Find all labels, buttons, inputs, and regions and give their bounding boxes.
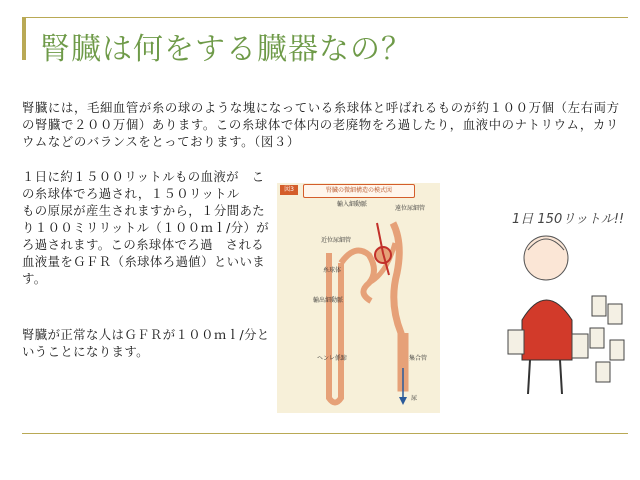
- title-accent-bar: [22, 18, 26, 60]
- cartoon-caption: 1日 150リットル!!: [512, 212, 625, 227]
- urine-arrowhead: [399, 397, 407, 405]
- label-juxta: 近位尿細管: [321, 237, 352, 244]
- label-afferent: 輸入細動脈: [337, 201, 368, 208]
- label-distal: 遠位尿細管: [395, 205, 426, 212]
- label-urine: 尿: [411, 395, 418, 402]
- nephron-illustration: [277, 183, 440, 413]
- label-glomerulus: 糸球体: [323, 267, 342, 274]
- nephron-figure: [277, 183, 440, 413]
- label-efferent: 輸出細動脈: [313, 297, 344, 304]
- gfr-normal-paragraph: 腎臓が正常な人はＧＦＲが１００ｍｌ/分ということになります。: [22, 327, 270, 359]
- slide-title: 腎臓は何をする臓器なの？: [40, 32, 412, 67]
- top-rule: [22, 17, 628, 18]
- doctor-cartoon: [500, 200, 632, 400]
- figure-title: 腎臓の微細構造の模式図: [303, 184, 415, 198]
- label-henle: ヘンレ係蹄: [317, 355, 347, 362]
- bottom-rule: [22, 433, 628, 434]
- henle-loop: [329, 253, 341, 403]
- filtration-paragraph: １日に約１５００リットルもの血液が この糸球体でろ過され，１５０リットル もの原尿が産生されますから，１分間あたり１００ミリリットル（１００ｍｌ/分）がろ過されます。この糸球体でろ過 される血液量をＧＦＲ（糸球体ろ過値）といいます。: [22, 169, 270, 286]
- intro-paragraph: 腎臓には，毛細血管が糸の球のような塊になっている糸球体と呼ばれるものが約１００万個（左右両方の腎臓で２００万個）あります。この糸球体で体内の老廃物をろ過したり，血液中のナトリウム，カリウムなどのバランスをとっております。（図３）: [22, 100, 620, 149]
- proximal-tubule: [341, 251, 374, 302]
- label-collecting: 集合管: [409, 355, 428, 362]
- figure-number: 図3: [280, 185, 298, 195]
